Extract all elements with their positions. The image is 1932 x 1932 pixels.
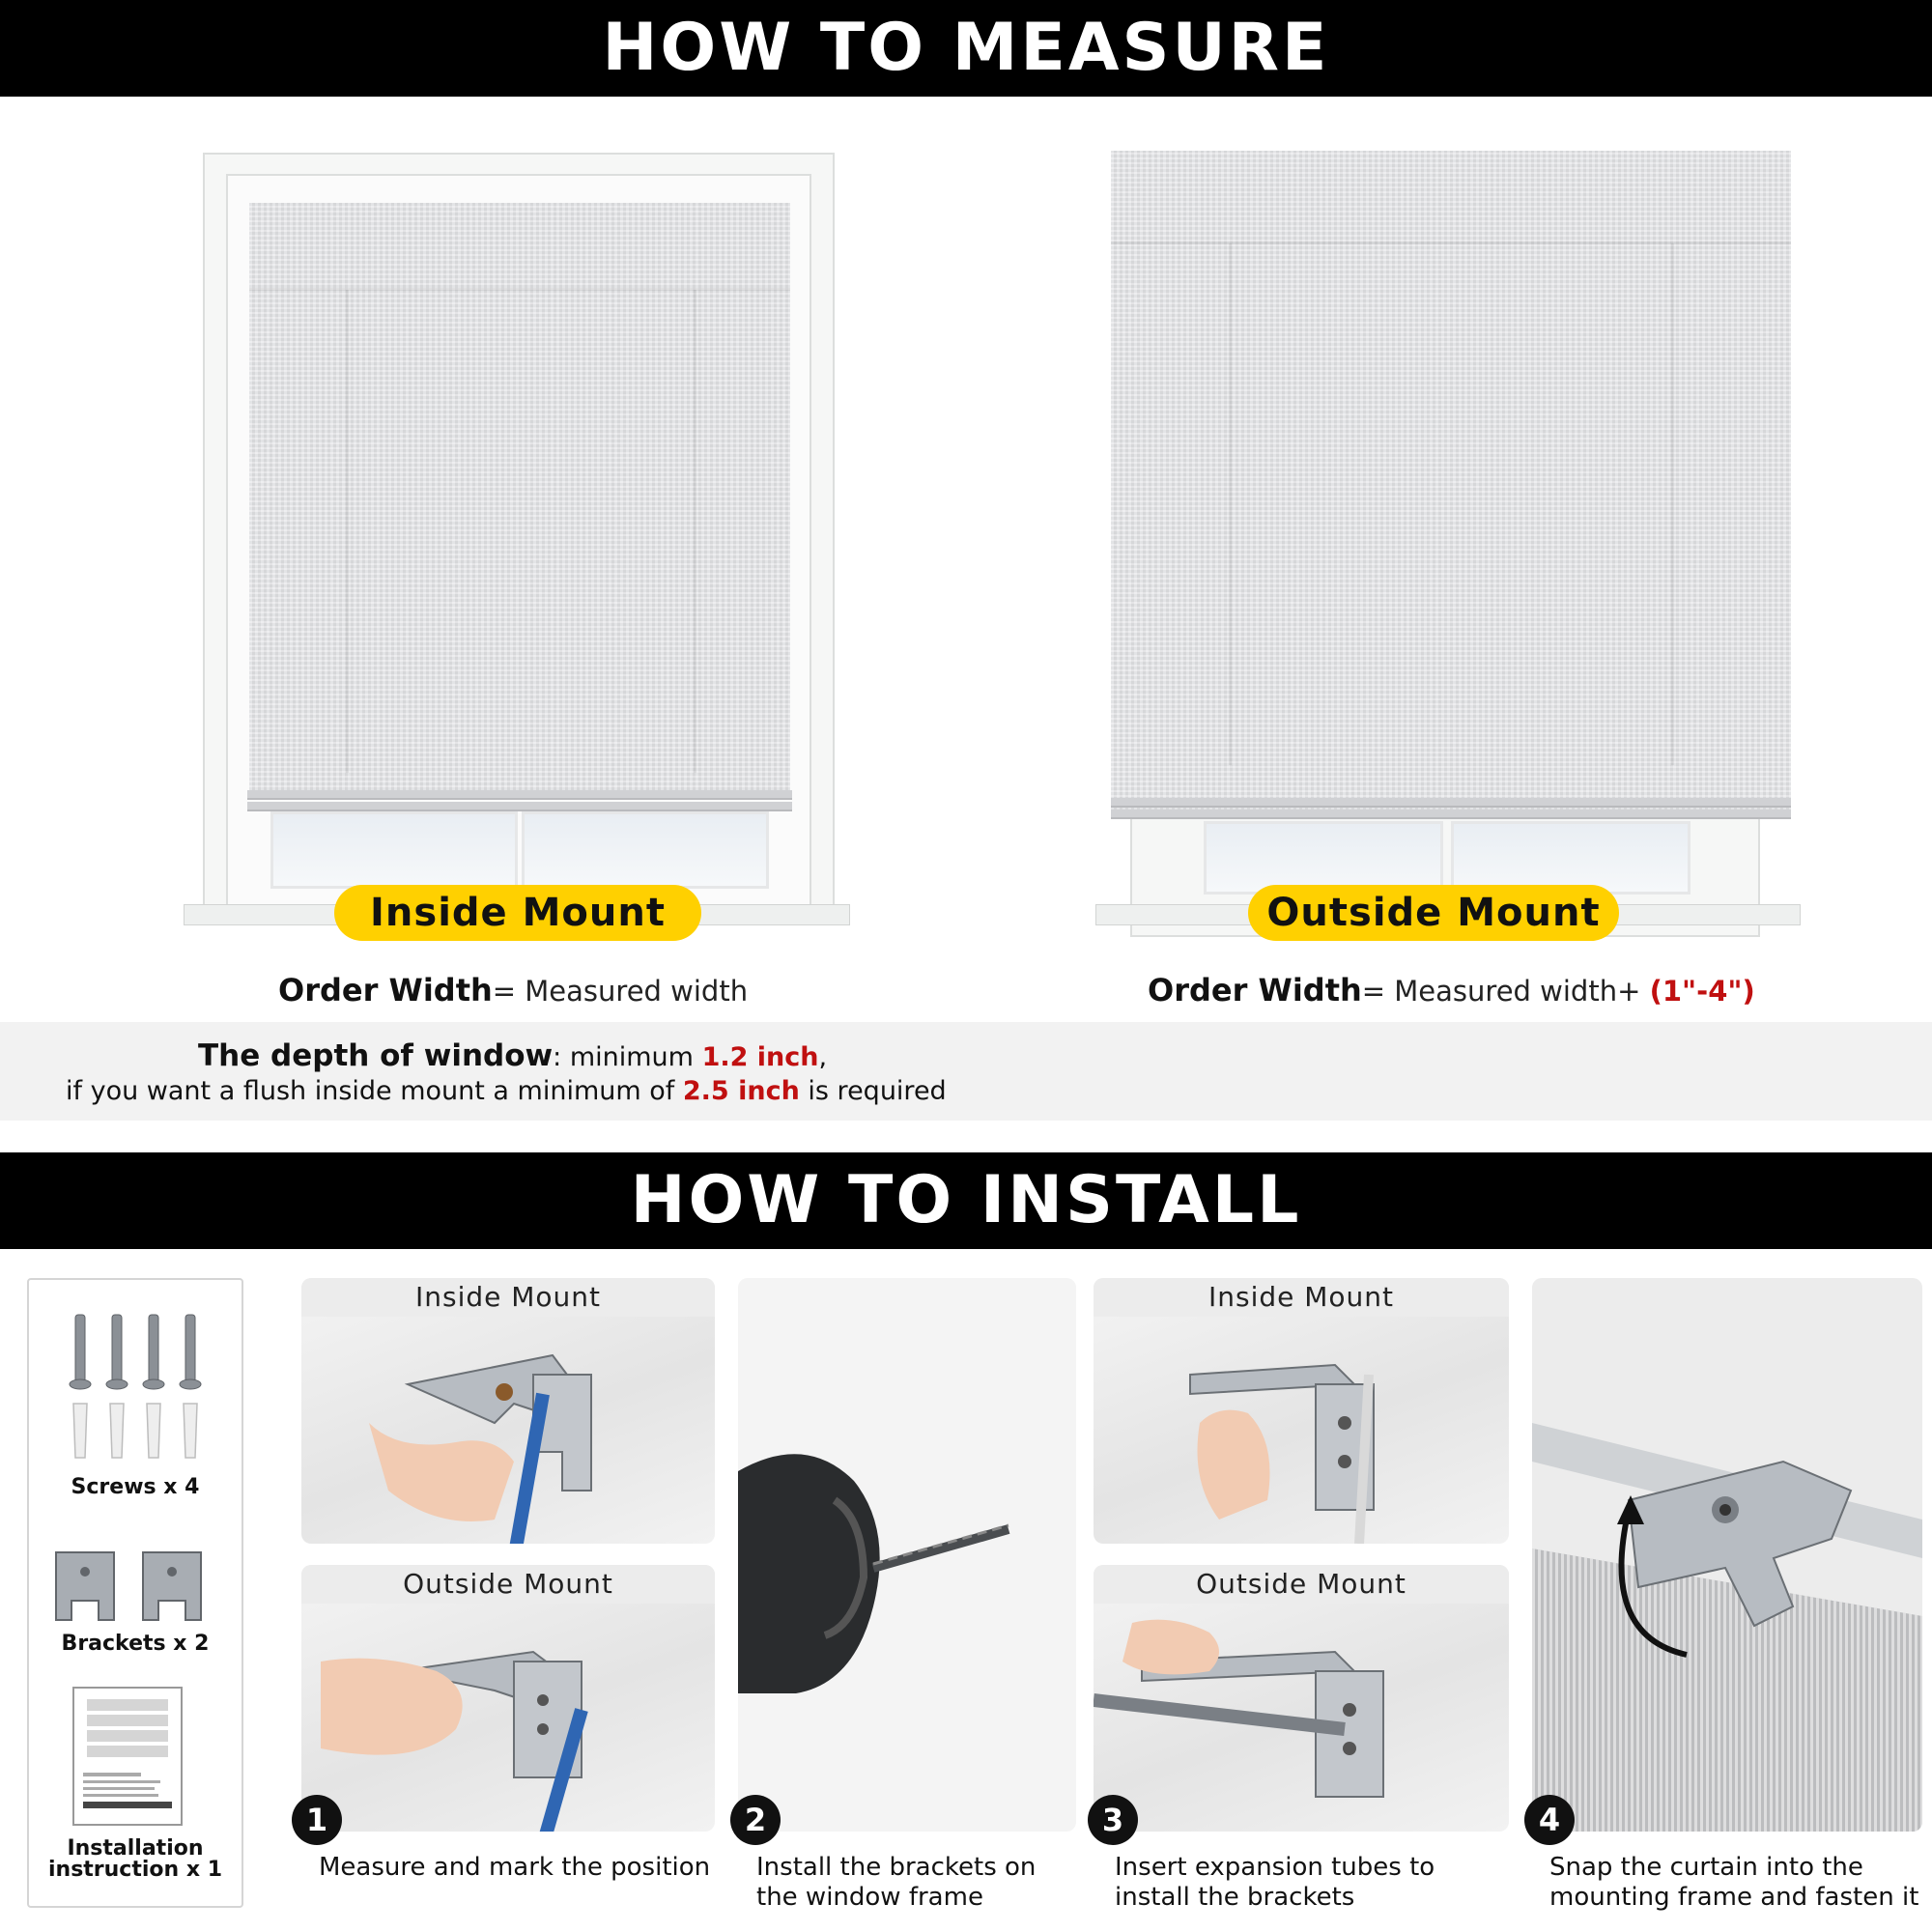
window-pane-left — [270, 811, 518, 889]
shade-seam — [1229, 243, 1232, 765]
shade-fold — [1111, 798, 1791, 808]
inside-mount-illustration — [184, 145, 860, 947]
kit-brackets-label: Brackets x 2 — [61, 1632, 210, 1656]
shade-fold — [247, 790, 792, 800]
step1-caption: Measure and mark the position — [319, 1853, 711, 1882]
step3-inside-header: Inside Mount — [1094, 1278, 1509, 1317]
outside-mount-illustration — [1111, 145, 1787, 947]
snap-bracket-illustration — [1532, 1278, 1922, 1832]
bracket-screwdriver-illustration — [1094, 1278, 1509, 1544]
step1-outside-photo — [301, 1565, 715, 1832]
depth-note-line-2 — [66, 1076, 947, 1106]
depth-note-line-1 — [198, 1038, 827, 1073]
step4-photo — [1532, 1278, 1922, 1832]
window-pane-right — [522, 811, 769, 889]
step1-inside-header: Inside Mount — [301, 1278, 715, 1317]
step4-caption: Snap the curtain into the mounting frame and fasten it — [1549, 1853, 1919, 1912]
step2-caption: Install the brackets on the window frame — [756, 1853, 1037, 1912]
instruction-sheet-icon — [29, 1684, 245, 1829]
depth-text-2: if you want a flush inside mount a minimum of — [66, 1076, 683, 1106]
step3-inside-photo — [1094, 1278, 1509, 1544]
order-width-extra: (1"-4") — [1649, 975, 1755, 1008]
bracket-screwdriver-illustration — [1094, 1565, 1509, 1832]
step3-number-badge: 3 — [1088, 1795, 1138, 1845]
shade-seam — [346, 290, 349, 773]
shade-fold — [1111, 810, 1791, 819]
screws-and-anchors-icon — [29, 1307, 245, 1481]
step1-outside-header: Outside Mount — [301, 1565, 715, 1604]
kit-screws-label: Screws x 4 — [71, 1475, 200, 1499]
kit-instruction-label: Installation instruction x 1 — [47, 1836, 223, 1882]
brackets-icon — [29, 1543, 245, 1630]
outside-order-width — [1148, 972, 1755, 1009]
step1-inside-photo — [301, 1278, 715, 1544]
roman-shade-outside — [1111, 151, 1791, 811]
step3-outside-header: Outside Mount — [1094, 1565, 1509, 1604]
kit-contents-panel — [27, 1278, 243, 1908]
outside-mount-badge: Outside Mount — [1248, 885, 1619, 941]
step4-number-badge: 4 — [1524, 1795, 1575, 1845]
shade-valance-seam — [249, 288, 790, 291]
step2-photo — [738, 1278, 1076, 1832]
depth-flush-value: 2.5 inch — [682, 1076, 800, 1106]
order-width-value: = Measured width — [492, 975, 749, 1008]
measure-banner-title: HOW TO MEASURE — [0, 0, 1932, 97]
window-pane-right — [1451, 821, 1690, 895]
step1-number-badge: 1 — [292, 1795, 342, 1845]
shade-seam — [694, 290, 696, 773]
shade-valance-seam — [1111, 242, 1791, 244]
inside-order-width — [278, 972, 748, 1009]
window-pane-left — [1204, 821, 1443, 895]
depth-label: The depth of window — [198, 1038, 554, 1073]
drill-illustration — [738, 1278, 1076, 1832]
roman-shade-inside — [249, 203, 790, 792]
step3-caption: Insert expansion tubes to install the brackets — [1115, 1853, 1435, 1912]
step3-outside-photo — [1094, 1565, 1509, 1832]
order-width-label: Order Width — [278, 972, 493, 1009]
bracket-pencil-illustration — [301, 1565, 715, 1832]
shade-fold — [247, 802, 792, 811]
bracket-pencil-illustration — [301, 1278, 715, 1544]
depth-text-2-end: is required — [799, 1076, 947, 1106]
order-width-value: = Measured width+ — [1361, 975, 1650, 1008]
depth-text-1: : minimum — [553, 1042, 702, 1072]
shade-seam — [1671, 243, 1674, 765]
install-banner-title: HOW TO INSTALL — [0, 1152, 1932, 1249]
order-width-label: Order Width — [1148, 972, 1362, 1009]
depth-text-1-end: , — [818, 1042, 828, 1072]
step2-number-badge: 2 — [730, 1795, 781, 1845]
depth-min-value: 1.2 inch — [701, 1042, 819, 1072]
inside-mount-badge: Inside Mount — [334, 885, 701, 941]
